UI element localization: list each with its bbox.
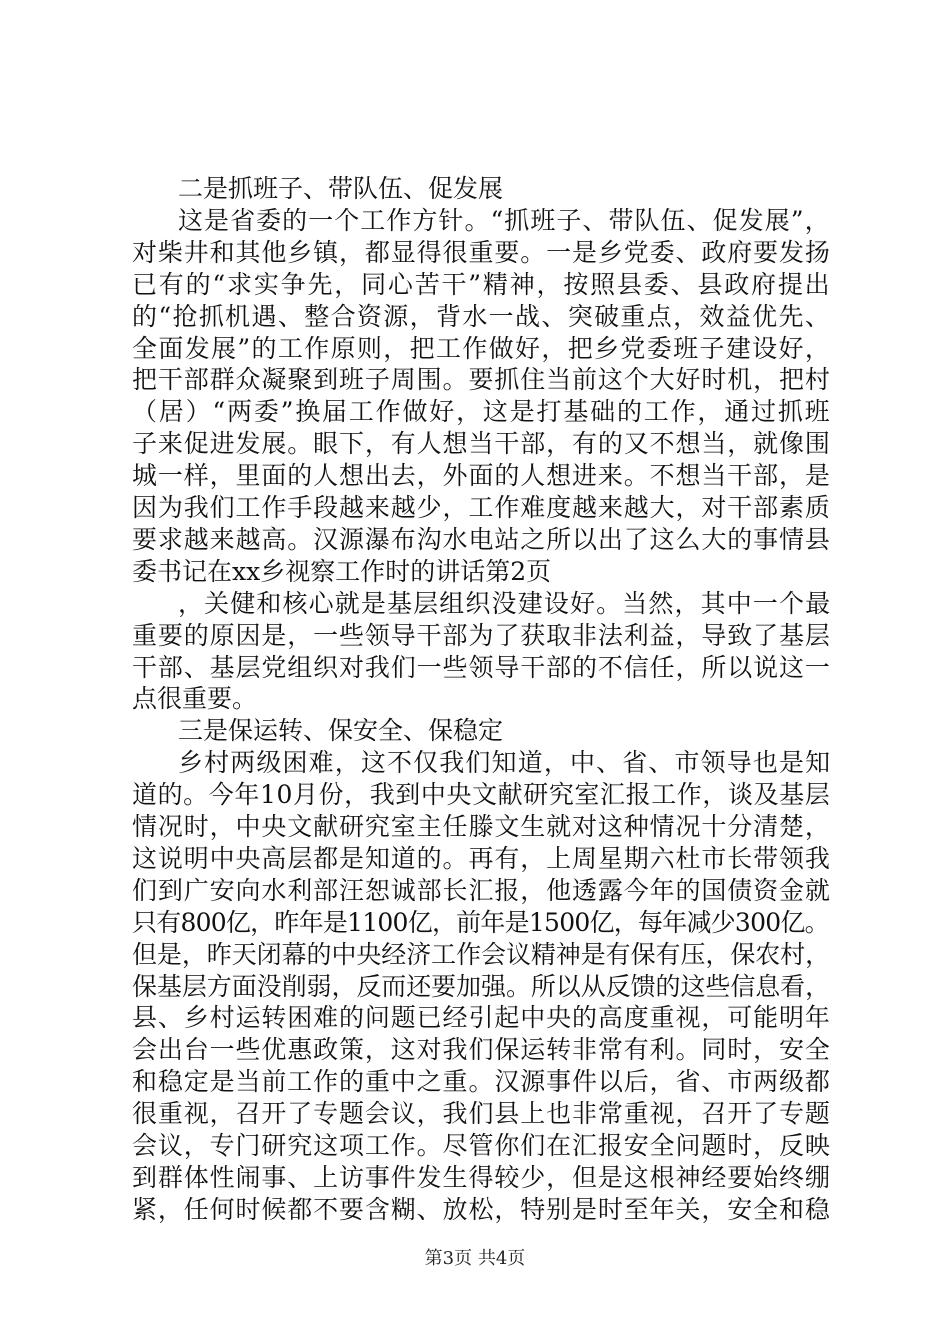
text-line: 城一样，里面的人想出去，外面的人想进来。不想当干部，是 bbox=[132, 461, 831, 491]
text-line: 会出台一些优惠政策，这对我们保运转非常有利。同时，安全 bbox=[132, 1035, 831, 1065]
text-line: 的“抢抓机遇、整合资源，背水一战、突破重点，效益优先、 bbox=[132, 301, 832, 331]
text-line: 对柴井和其他乡镇，都显得很重要。一是乡党委、政府要发扬 bbox=[132, 237, 831, 267]
text-line: 只有800亿，昨年是1100亿，前年是1500亿，每年减少300亿。 bbox=[132, 907, 829, 937]
text-line: 因为我们工作手段越来越少，工作难度越来越大，对干部素质 bbox=[132, 493, 831, 522]
text-line: （居）“两委”换届工作做好，这是打基础的工作，通过抓班 bbox=[132, 397, 832, 427]
text-line: 干部、基层党组织对我们一些领导干部的不信任，所以说这一 bbox=[132, 652, 831, 682]
text-line: 保基层方面没削弱，反而还要加强。所以从反馈的这些信息看， bbox=[132, 971, 831, 1001]
text-line: 到群体性闹事、上访事件发生得较少，但是这根神经要始终绷 bbox=[132, 1162, 831, 1192]
text-line: 全面发展”的工作原则，把工作做好，把乡党委班子建设好， bbox=[132, 333, 832, 363]
section-heading: 三是保运转、保安全、保稳定 bbox=[178, 716, 504, 746]
section-heading: 二是抓班子、带队伍、促发展 bbox=[178, 174, 504, 203]
text-line: 把干部群众凝聚到班子周围。要抓住当前这个大好时机，把村 bbox=[132, 365, 831, 395]
text-line: 和稳定是当前工作的重中之重。汉源事件以后，省、市两级都 bbox=[132, 1067, 831, 1097]
text-line: 这说明中央高层都是知道的。再有，上周星期六杜市长带领我 bbox=[132, 843, 831, 873]
text-line: 子来促进发展。眼下，有人想当干部，有的又不想当，就像围 bbox=[132, 429, 831, 459]
text-line: 们到广安向水利部汪恕诚部长汇报，他透露今年的国债资金就 bbox=[132, 875, 831, 905]
text-line: ，关健和核心就是基层组织没建设好。当然，其中一个最 bbox=[178, 588, 832, 618]
text-line: 但是，昨天闭幕的中央经济工作会议精神是有保有压，保农村， bbox=[132, 939, 831, 969]
text-line: 很重视，召开了专题会议，我们县上也非常重视，召开了专题 bbox=[132, 1099, 831, 1129]
text-line: 委书记在xx乡视察工作时的讲话第2页 bbox=[132, 556, 552, 586]
text-line: 会议，专门研究这项工作。尽管你们在汇报安全问题时，反映 bbox=[132, 1131, 831, 1160]
text-line: 县、乡村运转困难的问题已经引起中央的高度重视，可能明年 bbox=[132, 1003, 831, 1033]
text-line: 已有的“求实争先，同心苦干”精神，按照县委、县政府提出 bbox=[132, 269, 832, 299]
text-line: 这是省委的一个工作方针。“抓班子、带队伍、促发展”， bbox=[178, 205, 831, 235]
text-line: 乡村两级困难，这不仅我们知道，中、省、市领导也是知 bbox=[178, 748, 832, 778]
text-line: 紧，任何时候都不要含糊、放松，特别是时至年关，安全和稳 bbox=[132, 1194, 831, 1224]
text-line: 点很重要。 bbox=[132, 684, 258, 714]
text-line: 道的。今年10月份，我到中央文献研究室汇报工作，谈及基层 bbox=[132, 780, 831, 810]
text-line: 情况时，中央文献研究室主任滕文生就对这种情况十分清楚， bbox=[132, 812, 831, 841]
page-footer: 第3页 共4页 bbox=[424, 1248, 526, 1269]
text-line: 要求越来越高。汉源瀑布沟水电站之所以出了这么大的事情县 bbox=[132, 524, 831, 554]
text-line: 重要的原因是，一些领导干部为了获取非法利益，导致了基层 bbox=[132, 620, 831, 650]
